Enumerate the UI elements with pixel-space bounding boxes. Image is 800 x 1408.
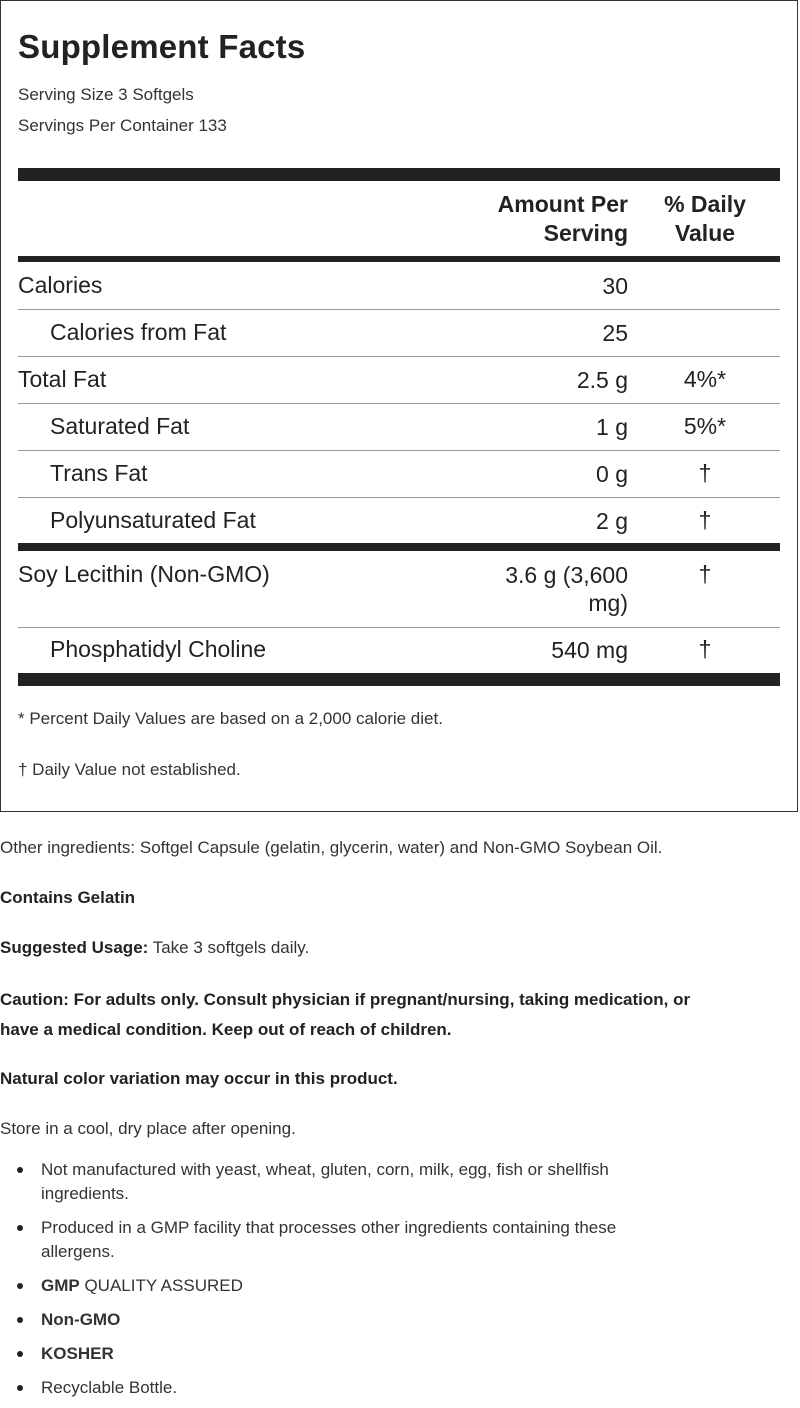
row-divider [18,356,780,357]
row-label: Saturated Fat [50,413,190,439]
list-item-text: Recyclable Bottle. [41,1378,178,1397]
caution-line1: Caution: For adults only. Consult physician if pregnant/nursing, taking medication, or [0,990,691,1009]
row-dv: 4%* [683,366,727,392]
row-amount: 2 g [596,508,628,534]
list-item-text: QUALITY ASSURED [79,1276,243,1295]
list-item-bold: GMP [41,1276,80,1295]
suggested-usage [0,935,790,961]
thick-divider-top [18,168,780,181]
header-dv-line2: Value [674,220,736,246]
row-amount [505,561,628,617]
row-dv: † [698,507,712,533]
row-amount-line1: 3.6 g (3,600 [505,562,628,588]
row-amount-line2: mg) [588,590,628,616]
row-amount: 0 g [596,461,628,487]
row-amount: 1 g [596,414,628,440]
usage-text: Take 3 softgels daily. [148,938,310,957]
color-variation-text: Natural color variation may occur in this product. [0,1069,398,1088]
header-amount-line1: Amount Per [497,191,628,217]
row-divider [18,497,780,498]
bullet-icon [17,1351,23,1357]
footnote-daily-value-not-established: † Daily Value not established. [18,760,241,779]
header-amount-line2: Serving [543,220,628,246]
header-daily-value [650,190,760,248]
row-dv: † [698,636,712,662]
row-dv: 5%* [683,413,727,439]
row-label: Calories from Fat [50,319,227,345]
row-divider [18,309,780,310]
header-dv-line1: % Daily [664,191,746,217]
row-label: Trans Fat [50,460,148,486]
row-amount: 30 [602,273,628,299]
list-item-line1: Produced in a GMP facility that processes other ingredients containing these [41,1218,617,1237]
list-item-line2: ingredients. [41,1184,129,1203]
medium-divider-header [18,256,780,262]
row-amount: 2.5 g [576,367,628,393]
row-dv: † [698,460,712,486]
list-item [0,1376,790,1400]
list-item-line2: allergens. [41,1242,115,1261]
row-label: Calories [18,272,103,298]
row-label: Polyunsaturated Fat [50,507,256,533]
list-item-bold: KOSHER [41,1344,114,1363]
contains-text: Contains Gelatin [0,888,136,907]
list-item [0,1158,790,1206]
row-divider [18,403,780,404]
list-item [0,1216,790,1264]
other-ingredients: Other ingredients: Softgel Capsule (gelatin, glycerin, water) and Non-GMO Soybean Oil. [0,838,663,857]
list-item [0,1342,790,1366]
row-divider [18,627,780,628]
thick-divider-bottom [18,673,780,686]
row-label: Soy Lecithin (Non-GMO) [18,561,270,587]
storage-instructions: Store in a cool, dry place after opening. [0,1119,296,1138]
medium-divider-blend [18,543,780,551]
bullet-icon [17,1225,23,1231]
facts-title: Supplement Facts [18,28,306,65]
caution-statement [0,985,790,1045]
header-amount-per-serving [498,190,628,248]
bullet-icon [17,1167,23,1173]
row-dv: † [698,561,712,587]
color-variation-notice [0,1066,790,1092]
list-item [0,1308,790,1332]
serving-size: Serving Size 3 Softgels [18,85,194,104]
row-divider [18,450,780,451]
list-item-bold: Non-GMO [41,1310,121,1329]
servings-per-container: Servings Per Container 133 [18,116,227,135]
bullet-icon [17,1317,23,1323]
row-amount: 25 [602,320,628,346]
list-item-line1: Not manufactured with yeast, wheat, gluten, corn, milk, egg, fish or shellfish [41,1160,609,1179]
bullet-icon [17,1385,23,1391]
usage-label: Suggested Usage: [0,938,149,957]
product-features-list [0,1158,790,1400]
row-amount: 540 mg [551,637,628,663]
list-item [0,1274,790,1298]
row-label: Total Fat [18,366,107,392]
bullet-icon [17,1283,23,1289]
footnote-percent-daily-values: * Percent Daily Values are based on a 2,000 calorie diet. [18,709,443,728]
caution-line2: have a medical condition. Keep out of reach of children. [0,1020,452,1039]
row-label: Phosphatidyl Choline [50,636,267,662]
contains-statement [0,885,790,911]
